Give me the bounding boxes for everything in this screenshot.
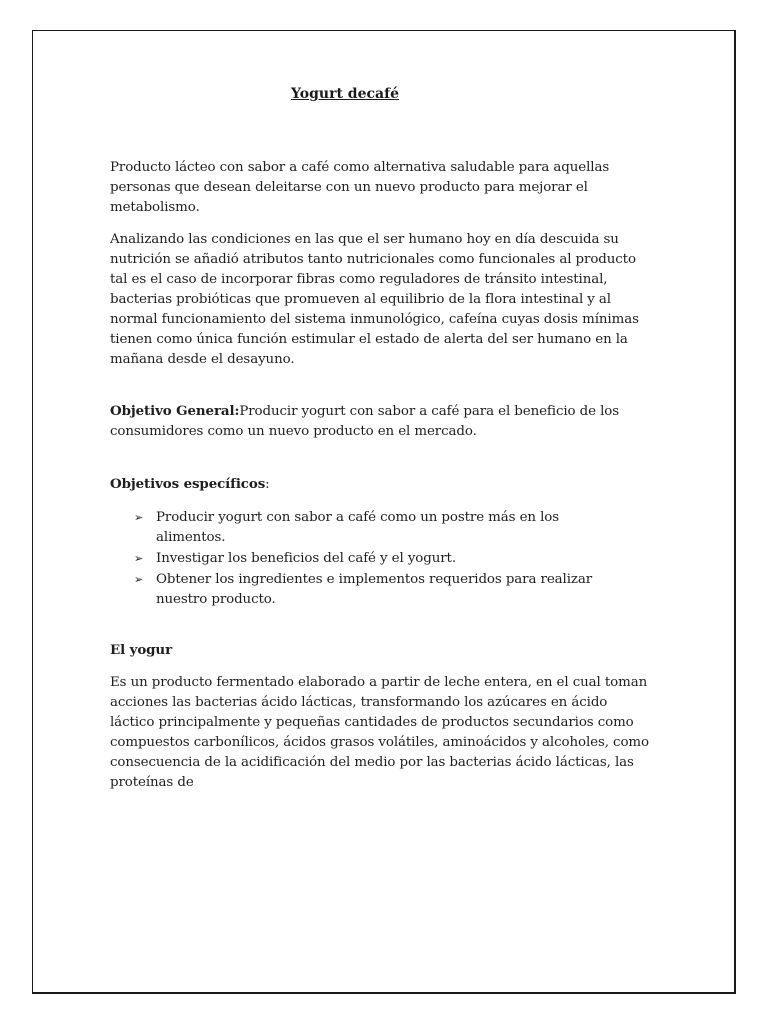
general-objective-label: Objetivo General: [110, 403, 235, 419]
list-item-text: Investigar los beneficios del café y el yogurt.: [156, 551, 456, 566]
specific-objectives-heading: Objetivos específicos: [110, 476, 266, 492]
list-item: [110, 508, 658, 548]
list-item: [110, 549, 658, 569]
arrow-bullet-icon: ➢: [134, 573, 144, 586]
yogur-heading-line: [110, 640, 172, 661]
specific-objectives-list: [110, 508, 658, 611]
general-objective-text: Producir yogurt con sabor a café para el beneficio de los consumidores como un nuevo producto en el mercado.: [110, 404, 620, 439]
arrow-bullet-icon: ➢: [134, 552, 144, 565]
yogur-heading: El yogur: [110, 642, 173, 658]
analysis-paragraph: Analizando las condiciones en las que el ser humano hoy en día descuida su nutrición se añadió atributos tanto nutricionales como funcionales al producto tal es el caso de incorporar fibras como reguladores de tránsito intestinal, bacterias probióticas que promueven al equilibrio de la flora intestinal y al normal funcionamiento del sistema inmunológico, cafeína cuyas dosis mínimas tienen como única función estimular el estado de alerta del ser humano en la mañana desde el desayuno.: [110, 232, 639, 367]
general-objective-paragraph: [110, 401, 650, 442]
specific-objectives-heading-line: [110, 474, 270, 495]
specific-objectives-separator: :: [265, 477, 270, 492]
document-title: Yogurt decafé: [291, 86, 400, 102]
list-item-text: Obtener los ingredientes e implementos requeridos para realizar nuestro producto.: [156, 572, 593, 607]
general-objective-separator: :: [234, 403, 240, 419]
yogur-paragraph: Es un producto fermentado elaborado a partir de leche entera, en el cual toman acciones las bacterias ácido lácticas, transformando los azúcares en ácido láctico principalmente y pequeñas cantidades de productos secundarios como compuestos carbonílicos, ácidos grasos volátiles, aminoácidos y alcoholes, como consecuencia de la acidificación del medio por las bacterias ácido lácticas, las proteínas de: [110, 675, 649, 790]
intro-paragraph: Producto lácteo con sabor a café como alternativa saludable para aquellas personas que desean deleitarse con un nuevo producto para mejorar el metabolismo.: [110, 160, 610, 215]
list-item-text: Producir yogurt con sabor a café como un postre más en los alimentos.: [156, 510, 560, 545]
arrow-bullet-icon: ➢: [134, 511, 144, 524]
list-item: [110, 570, 658, 610]
